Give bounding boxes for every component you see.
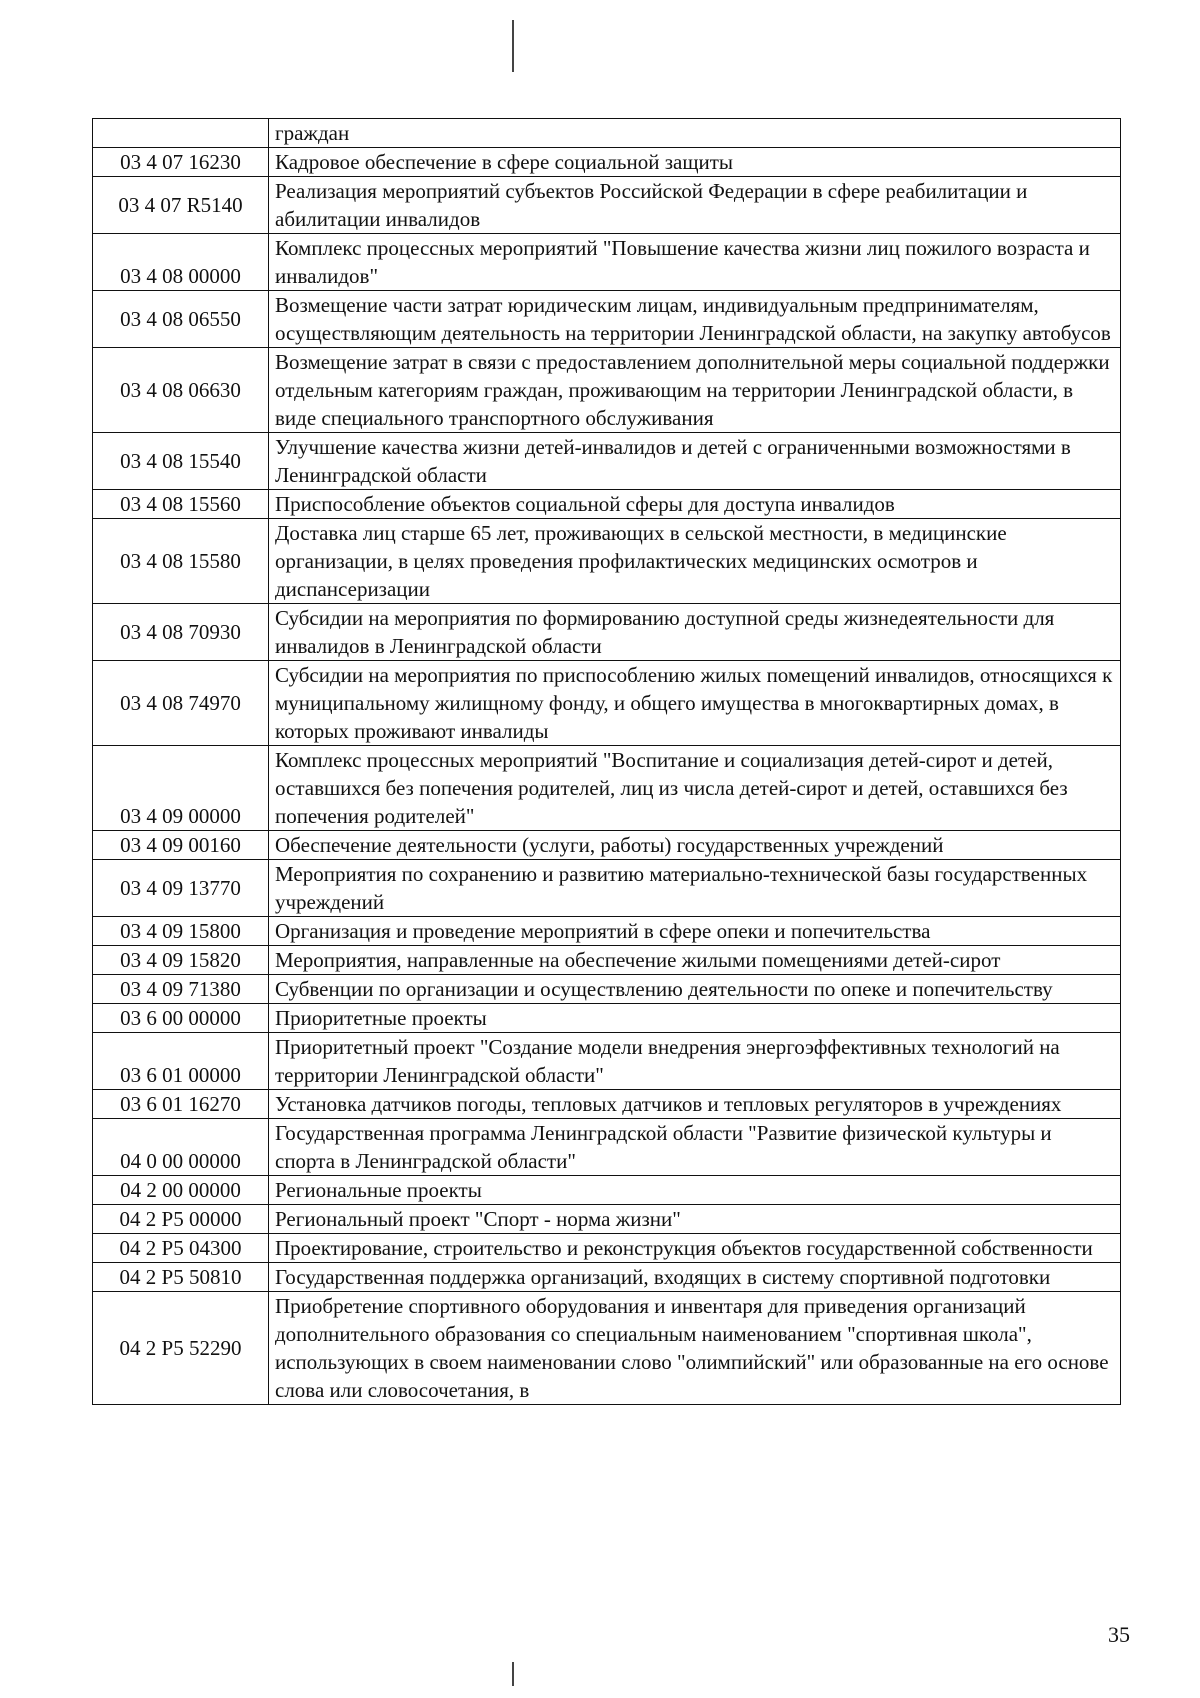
row-code: 03 4 08 15580	[93, 519, 269, 604]
fold-mark-top	[512, 20, 514, 72]
row-description: Приоритетные проекты	[269, 1004, 1121, 1033]
table-row	[93, 291, 1121, 348]
table-row	[93, 119, 1121, 148]
row-code: 03 4 08 06630	[93, 348, 269, 433]
table-row	[93, 519, 1121, 604]
row-description: Кадровое обеспечение в сфере социальной защиты	[269, 148, 1121, 177]
row-description: Субсидии на мероприятия по приспособлению жилых помещений инвалидов, относящихся к муниципальному жилищному фонду, и общего имущества в многоквартирных домах, в которых проживают инвалиды	[269, 661, 1121, 746]
row-code: 03 4 08 74970	[93, 661, 269, 746]
row-code: 04 2 00 00000	[93, 1176, 269, 1205]
table-row	[93, 1263, 1121, 1292]
row-description: Региональный проект "Спорт - норма жизни"	[269, 1205, 1121, 1234]
row-description: Мероприятия по сохранению и развитию материально-технической базы государственных учреждений	[269, 860, 1121, 917]
row-description: Приобретение спортивного оборудования и инвентаря для приведения организаций дополнительного образования со специальным наименованием "спортивная школа", использующих в своем наименовании слово "олимпийский" или образованные на его основе слова или словосочетания, в	[269, 1292, 1121, 1405]
row-code: 03 4 09 00160	[93, 831, 269, 860]
row-code: 04 0 00 00000	[93, 1119, 269, 1176]
table-row	[93, 831, 1121, 860]
row-code: 03 4 07 16230	[93, 148, 269, 177]
table-row	[93, 177, 1121, 234]
table-row	[93, 746, 1121, 831]
row-code: 03 4 08 06550	[93, 291, 269, 348]
table-row	[93, 604, 1121, 661]
row-code: 03 4 09 71380	[93, 975, 269, 1004]
row-description: Возмещение затрат в связи с предоставлением дополнительной меры социальной поддержки отдельным категориям граждан, проживающим на территории Ленинградской области, в виде специального транспортного обслуживания	[269, 348, 1121, 433]
row-code: 03 6 00 00000	[93, 1004, 269, 1033]
table-row	[93, 661, 1121, 746]
row-code: 03 4 08 15560	[93, 490, 269, 519]
row-code: 03 6 01 16270	[93, 1090, 269, 1119]
row-code: 03 6 01 00000	[93, 1033, 269, 1090]
row-description: Государственная программа Ленинградской области "Развитие физической культуры и спорта в Ленинградской области"	[269, 1119, 1121, 1176]
table-body	[93, 119, 1121, 1405]
row-code: 04 2 P5 04300	[93, 1234, 269, 1263]
row-description: Обеспечение деятельности (услуги, работы) государственных учреждений	[269, 831, 1121, 860]
row-description: Государственная поддержка организаций, входящих в систему спортивной подготовки	[269, 1263, 1121, 1292]
fold-mark-bottom	[512, 1662, 514, 1686]
table-row	[93, 490, 1121, 519]
table-row	[93, 860, 1121, 917]
row-description: Установка датчиков погоды, тепловых датчиков и тепловых регуляторов в учреждениях	[269, 1090, 1121, 1119]
row-code: 04 2 P5 52290	[93, 1292, 269, 1405]
table-row	[93, 1234, 1121, 1263]
table-row	[93, 1033, 1121, 1090]
row-description: Комплекс процессных мероприятий "Воспитание и социализация детей-сирот и детей, оставшихся без попечения родителей, лиц из числа детей-сирот и детей, оставшихся без попечения родителей"	[269, 746, 1121, 831]
table-row	[93, 234, 1121, 291]
row-code: 03 4 08 15540	[93, 433, 269, 490]
row-code: 04 2 P5 00000	[93, 1205, 269, 1234]
row-code: 03 4 08 00000	[93, 234, 269, 291]
table-row	[93, 1090, 1121, 1119]
budget-classification-table	[92, 118, 1121, 1405]
table-row	[93, 1119, 1121, 1176]
table-row	[93, 148, 1121, 177]
row-description: Приспособление объектов социальной сферы для доступа инвалидов	[269, 490, 1121, 519]
row-description: Мероприятия, направленные на обеспечение жилыми помещениями детей-сирот	[269, 946, 1121, 975]
row-description: Приоритетный проект "Создание модели внедрения энергоэффективных технологий на территории Ленинградской области"	[269, 1033, 1121, 1090]
table-row	[93, 1205, 1121, 1234]
row-description: Субвенции по организации и осуществлению деятельности по опеке и попечительству	[269, 975, 1121, 1004]
row-description: Субсидии на мероприятия по формированию доступной среды жизнедеятельности для инвалидов в Ленинградской области	[269, 604, 1121, 661]
row-description: Улучшение качества жизни детей-инвалидов и детей с ограниченными возможностями в Ленинградской области	[269, 433, 1121, 490]
row-code: 03 4 07 R5140	[93, 177, 269, 234]
row-description: Комплекс процессных мероприятий "Повышение качества жизни лиц пожилого возраста и инвалидов"	[269, 234, 1121, 291]
table-row	[93, 975, 1121, 1004]
row-code: 03 4 09 13770	[93, 860, 269, 917]
row-description: Возмещение части затрат юридическим лицам, индивидуальным предпринимателям, осуществляющим деятельность на территории Ленинградской области, на закупку автобусов	[269, 291, 1121, 348]
row-description: граждан	[269, 119, 1121, 148]
table-row	[93, 348, 1121, 433]
row-code: 03 4 08 70930	[93, 604, 269, 661]
row-description: Реализация мероприятий субъектов Российской Федерации в сфере реабилитации и абилитации инвалидов	[269, 177, 1121, 234]
row-description: Проектирование, строительство и реконструкция объектов государственной собственности	[269, 1234, 1121, 1263]
row-description: Организация и проведение мероприятий в сфере опеки и попечительства	[269, 917, 1121, 946]
row-code: 03 4 09 15820	[93, 946, 269, 975]
row-description: Региональные проекты	[269, 1176, 1121, 1205]
table-row	[93, 1292, 1121, 1405]
row-code: 03 4 09 15800	[93, 917, 269, 946]
row-description: Доставка лиц старше 65 лет, проживающих в сельской местности, в медицинские организации, в целях проведения профилактических медицинских осмотров и диспансеризации	[269, 519, 1121, 604]
row-code	[93, 119, 269, 148]
table-row	[93, 946, 1121, 975]
table-row	[93, 1176, 1121, 1205]
row-code: 03 4 09 00000	[93, 746, 269, 831]
table-row	[93, 433, 1121, 490]
page-number: 35	[1108, 1622, 1130, 1647]
table-row	[93, 917, 1121, 946]
table-row	[93, 1004, 1121, 1033]
row-code: 04 2 P5 50810	[93, 1263, 269, 1292]
